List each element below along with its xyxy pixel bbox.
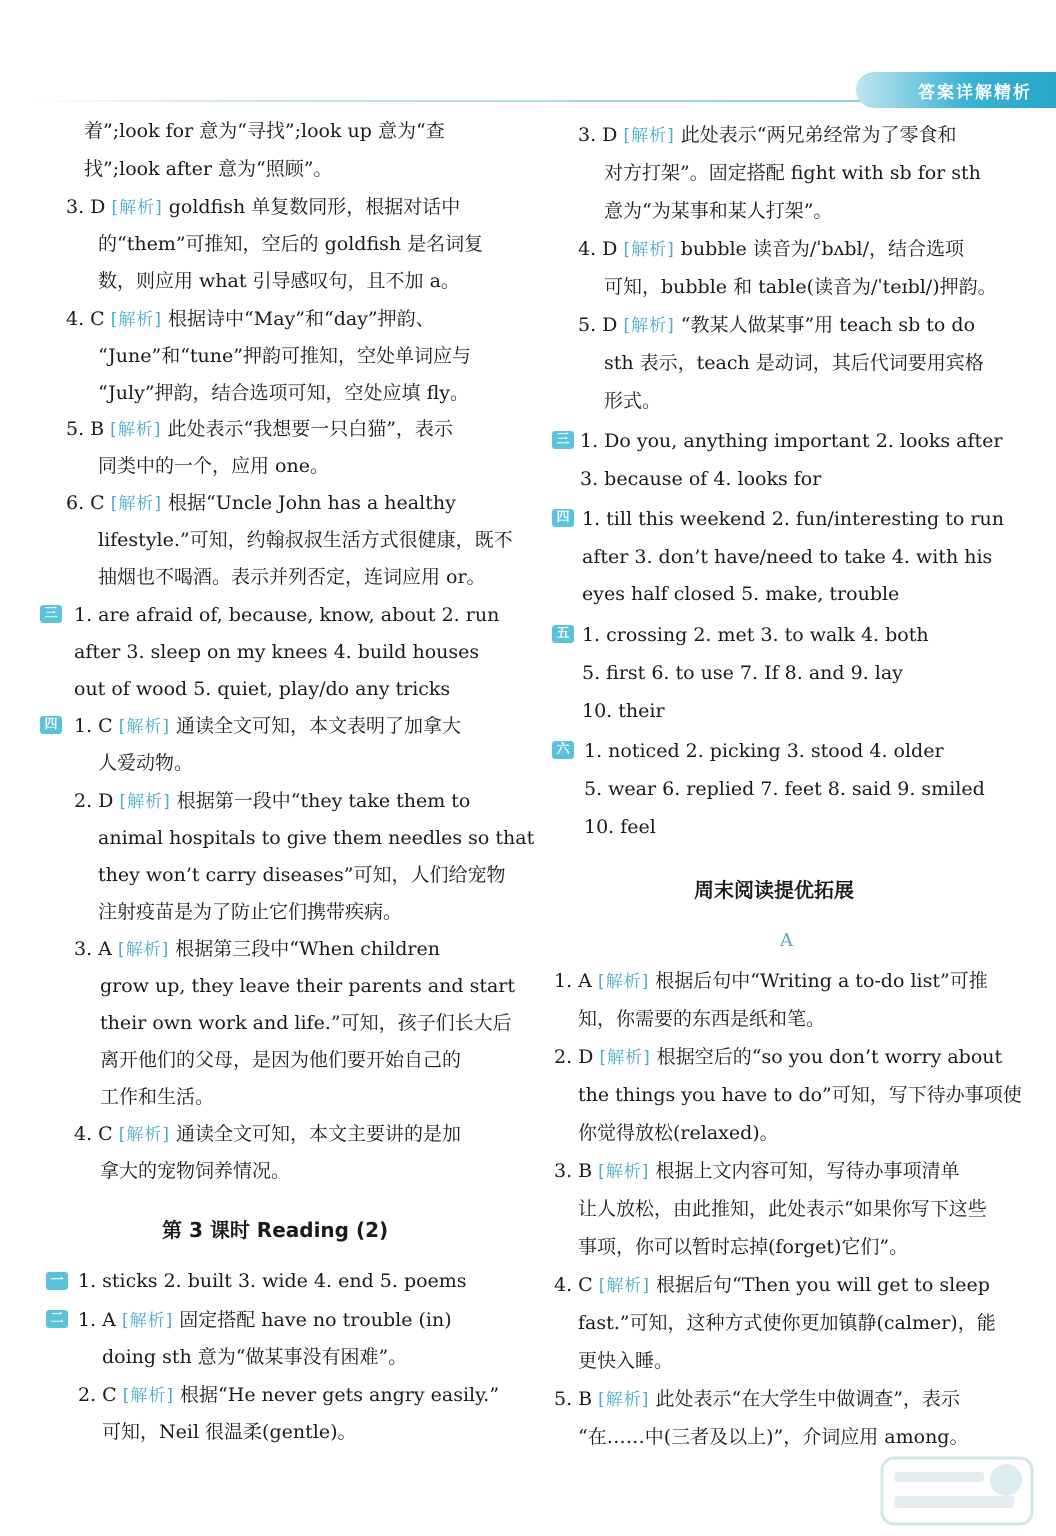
text-line: 抽烟也不喝酒。表示并列否定，连词应用 or。 (98, 566, 486, 588)
text-line: 意为“为某事和某人打架”。 (604, 200, 833, 222)
text-line: eyes half closed 5. make, trouble (582, 583, 900, 605)
text-line: “在……中(三者及以上)”，介词应用 among。 (578, 1426, 969, 1448)
section-two-icon: 二 (46, 1310, 68, 1328)
answer-line: 4. D [解析] bubble 读音为/ˈbʌbl/，结合选项 (578, 238, 965, 260)
analysis-tag: [解析] (122, 1386, 175, 1406)
text-line: “July”押韵，结合选项可知，空处应填 fly。 (98, 382, 469, 404)
answer-line: 2. C [解析] 根据“He never gets angry easily.” (78, 1384, 500, 1406)
answer-line: 2. D [解析] 根据空后的“so you don’t worry about (554, 1046, 1003, 1068)
analysis-tag: [解析] (121, 1311, 174, 1331)
analysis-tag: [解析] (597, 972, 650, 992)
answer-line: 1. Do you, anything important 2. looks after (580, 430, 1003, 452)
text-line: 注射疫苗是为了防止它们携带疾病。 (98, 901, 403, 923)
text-line: 更快入睡。 (578, 1350, 674, 1372)
text-line: 形式。 (604, 390, 662, 412)
text-line: they won’t carry diseases”可知，人们给宠物 (98, 864, 506, 886)
text-line: doing sth 意为“做某事没有困难”。 (102, 1346, 408, 1368)
text-line: 10. feel (584, 816, 656, 838)
answer-line: 1. crossing 2. met 3. to walk 4. both (582, 624, 929, 646)
text-line: animal hospitals to give them needles so that (98, 827, 535, 849)
text-line: 可知，bubble 和 table(读音为/ˈteɪbl/)押韵。 (604, 276, 997, 298)
section-four-icon: 四 (552, 509, 574, 527)
text-line: 对方打架”。固定搭配 fight with sb for sth (604, 162, 981, 184)
answer-line: 1. A [解析] 固定搭配 have no trouble (in) (78, 1309, 452, 1331)
answer-line: 1. noticed 2. picking 3. stood 4. older (584, 740, 944, 762)
answer-line: 5. B [解析] 此处表示“在大学生中做调查”，表示 (554, 1388, 960, 1410)
text-line: 让人放松，由此推知，此处表示“如果你写下这些 (578, 1198, 987, 1220)
text-line: after 3. don’t have/need to take 4. with his (582, 546, 993, 568)
text-line: fast.”可知，这种方式使你更加镇静(calmer)，能 (578, 1312, 996, 1334)
text-line: 事项，你可以暂时忘掉(forget)它们”。 (578, 1236, 909, 1258)
weekend-reading-title: 周末阅读提优拓展 (694, 878, 854, 902)
analysis-tag: [解析] (598, 1276, 651, 1296)
text-line: 3. because of 4. looks for (580, 468, 822, 490)
text-line: after 3. sleep on my knees 4. build houses (74, 641, 480, 663)
analysis-tag: [解析] (110, 420, 162, 440)
text-line: lifestyle.”可知，约翰叔叔生活方式很健康，既不 (98, 529, 513, 551)
text-line: 知，你需要的东西是纸和笔。 (578, 1008, 826, 1030)
text-line: 找”;look after 意为“照顾”。 (84, 158, 333, 180)
text-line: 拿大的宠物饲养情况。 (100, 1160, 291, 1182)
text-line: 5. first 6. to use 7. If 8. and 9. lay (582, 662, 903, 684)
answer-line: 4. C [解析] 通读全文可知，本文主要讲的是加 (74, 1123, 462, 1145)
text-line: 工作和生活。 (100, 1086, 215, 1108)
analysis-tag: [解析] (623, 316, 675, 336)
answer-line: 1. sticks 2. built 3. wide 4. end 5. poems (78, 1270, 467, 1292)
answer-line: 5. B [解析] 此处表示“我想要一只白猫”，表示 (66, 418, 453, 440)
text-line: 人爱动物。 (98, 752, 194, 774)
analysis-tag: [解析] (599, 1048, 651, 1068)
text-line: sth 表示，teach 是动词，其后代词要用宾格 (604, 352, 984, 374)
text-line: grow up, they leave their parents and start (100, 975, 516, 997)
answer-line: 3. D [解析] 此处表示“两兄弟经常为了零食和 (578, 124, 957, 146)
analysis-tag: [解析] (623, 126, 675, 146)
section-four-icon: 四 (40, 716, 62, 734)
text-line: 5. wear 6. replied 7. feet 8. said 9. smiled (584, 778, 985, 800)
answer-line: 1. C [解析] 通读全文可知，本文表明了加拿大 (74, 715, 462, 737)
answer-line: 4. C [解析] 根据后句“Then you will get to sleep (554, 1274, 990, 1296)
text-line: 可知，Neil 很温柔(gentle)。 (102, 1421, 357, 1443)
text-line: 数，则应用 what 引导感叹句，且不加 a。 (98, 270, 460, 292)
text-line: 同类中的一个，应用 one。 (98, 455, 329, 477)
analysis-tag: [解析] (118, 1125, 171, 1145)
text-line: 的“them”可推知，空后的 goldfish 是名词复 (98, 233, 484, 255)
text-line: out of wood 5. quiet, play/do any tricks (74, 678, 451, 700)
analysis-tag: [解析] (118, 717, 171, 737)
analysis-tag: [解析] (110, 310, 163, 330)
analysis-tag: [解析] (598, 1390, 650, 1410)
answer-line: 2. D [解析] 根据第一段中“they take them to (74, 790, 471, 812)
text-line: “June”和“tune”押韵可推知，空处单词应与 (98, 345, 471, 367)
analysis-tag: [解析] (111, 198, 163, 218)
analysis-tag: [解析] (119, 792, 171, 812)
section-one-icon: 一 (46, 1272, 68, 1290)
text-line: 10. their (582, 700, 665, 722)
section-six-icon: 六 (552, 741, 574, 759)
answer-line: 1. A [解析] 根据后句中“Writing a to-do list”可推 (554, 970, 988, 992)
answer-line: 1. till this weekend 2. fun/interesting to run (582, 508, 1004, 530)
section-three-icon: 三 (40, 605, 62, 623)
text-line: their own work and life.”可知，孩子们长大后 (100, 1012, 512, 1034)
section-a-label: A (780, 930, 793, 951)
section-three-icon: 三 (552, 431, 574, 449)
answer-line: 6. C [解析] 根据“Uncle John has a healthy (66, 492, 456, 514)
text-line: 你觉得放松(relaxed)。 (578, 1122, 779, 1144)
text-line: 离开他们的父母，是因为他们要开始自己的 (100, 1049, 462, 1071)
analysis-tag: [解析] (598, 1162, 650, 1182)
answer-line: 3. B [解析] 根据上文内容可知，写待办事项清单 (554, 1160, 960, 1182)
analysis-tag: [解析] (623, 240, 675, 260)
watermark-logo-icon (878, 1450, 1038, 1530)
lesson-title: 第 3 课时 Reading (2) (162, 1218, 389, 1242)
analysis-tag: [解析] (110, 494, 163, 514)
answer-line: 4. C [解析] 根据诗中“May”和“day”押韵、 (66, 308, 435, 330)
text-line: the things you have to do”可知，写下待办事项使 (578, 1084, 1022, 1106)
answer-line: 1. are afraid of, because, know, about 2. run (74, 604, 500, 626)
analysis-tag: [解析] (117, 940, 170, 960)
answer-line: 3. D [解析] goldfish 单复数同形，根据对话中 (66, 196, 461, 218)
text-line: 着”;look for 意为“寻找”;look up 意为“查 (84, 120, 445, 142)
answer-line: 5. D [解析] “教某人做某事”用 teach sb to do (578, 314, 976, 336)
answer-header-tab: 答案详解精析 (856, 72, 1056, 108)
answer-line: 3. A [解析] 根据第三段中“When children (74, 938, 440, 960)
section-five-icon: 五 (552, 625, 574, 643)
